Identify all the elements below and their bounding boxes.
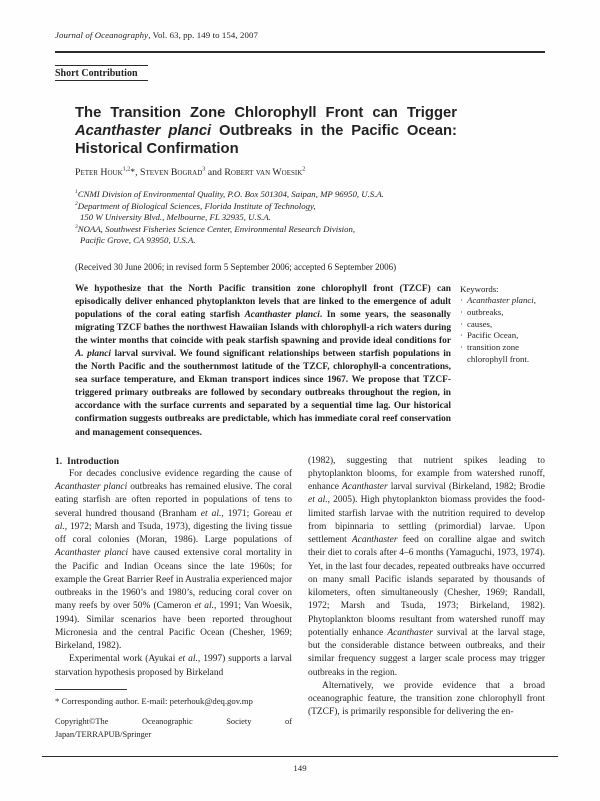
- keyword-text: outbreaks,: [467, 306, 504, 317]
- column-right: [308, 455, 545, 742]
- affiliation-line: Pacific Grove, CA 93950, U.S.A.: [80, 235, 196, 245]
- bullet-icon: ·: [460, 306, 463, 317]
- keyword-text: Acanthaster planci,: [467, 295, 536, 306]
- keyword-item: [460, 319, 545, 331]
- abstract-text: We hypothesize that the North Pacific transition zone chlorophyll front (TZCF) can episodically deliver enhanced phytoplankton levels that are linked to the emergence of adult populations of the coral eating starfish Acanthaster planci. In some years, the seasonally migrating TZCF bathes the northwest Hawaiian Islands with chlorophyll-a rich waters during the winter months that coincide with peak starfish spawning and provide ideal conditions for A. planci larval survival. We found significant relationships between starfish populations in the North Pacific and the southernmost latitude of the TZCF, chlorophyll-a concentrations, sea surface temperature, and Ekman transport indices since 1967. We propose that TZCF-triggered primary outbreaks are followed by secondary outbreaks throughout the region, in accordance with the surface currents and separated by a sequential time lag. Our historical confirmation suggests outbreaks are predictable, which has immediate coral reef conservation and management consequences.: [75, 283, 451, 438]
- keywords-panel: [460, 283, 545, 440]
- footnote: [55, 689, 292, 742]
- title-line: Acanthaster planci Outbreaks in the Pacific Ocean:: [75, 123, 457, 139]
- page-number: 149: [293, 763, 307, 773]
- keywords-label: Keywords:: [460, 283, 499, 294]
- bullet-icon: ·: [460, 342, 463, 353]
- affiliation-line: 150 W University Blvd., Melbourne, FL 32935, U.S.A.: [80, 212, 271, 222]
- bullet-icon: ·: [460, 295, 463, 306]
- paragraph: Alternatively, we provide evidence that a broad oceanographic feature, the transition zone chlorophyll front (TZCF), is primarily responsible for delivering the en-: [308, 680, 545, 718]
- keyword-text: transition zone chlorophyll front.: [467, 342, 530, 364]
- keyword-text: Pacific Ocean,: [467, 330, 519, 341]
- affiliation-line: $^2$Department of Biological Sciences, Florida Institute of Technology,: [75, 200, 316, 211]
- column-left: [55, 455, 292, 742]
- bullet-icon: ·: [460, 330, 463, 341]
- keyword-text: causes,: [467, 318, 493, 329]
- keyword-item: [460, 342, 545, 365]
- paragraph: Experimental work (Ayukai et al., 1997) supports a larval starvation hypothesis proposed by Birkeland: [55, 654, 292, 678]
- title-line: Historical Confirmation: [75, 141, 239, 157]
- section-heading: 1. Introduction: [55, 455, 120, 467]
- keyword-item: [460, 330, 545, 342]
- affiliations: [75, 189, 545, 247]
- received-line: (Received 30 June 2006; in revised form 5 September 2006; accepted 6 September 2006): [75, 261, 397, 272]
- abstract-section: [75, 283, 545, 440]
- keyword-item: [460, 295, 545, 307]
- title-line: The Transition Zone Chlorophyll Front can Trigger: [75, 105, 457, 121]
- journal-header: Journal of Oceanography, Vol. 63, pp. 149 to 154, 2007: [55, 30, 259, 40]
- affiliation-line: $^1$CNMI Division of Environmental Quality, P.O. Box 501304, Saipan, MP 96950, U.S.A.: [75, 189, 384, 199]
- footer-rule: [42, 756, 558, 757]
- section-label: Short Contribution: [55, 65, 148, 81]
- corresponding-author-note: * Corresponding author. E-mail: peterhouk@deq.gov.mp: [55, 695, 253, 706]
- keyword-item: [460, 307, 545, 319]
- body-columns: [55, 455, 545, 742]
- article-title: [75, 104, 457, 158]
- footnote-rule: [55, 689, 127, 690]
- paragraph: For decades conclusive evidence regarding the cause of Acanthaster planci outbreaks has remained elusive. The coral eating starfish are often reported in populations of tens to several hundred thousand (Branham et al., 1971; Goreau et al., 1972; Marsh and Tsuda, 1973), digesting the living tissue off coral colonies (Moran, 1986). Large populations of Acanthaster planci have caused extensive coral mortality in the Pacific and Indian Oceans since the late 1960s; for example the Great Barrier Reef in Australia experienced major outbreaks in the 1960’s and 1980’s, reducing coral cover on many reefs by over 50% (Cameron et al., 1991; Van Woesik, 1994). Similar scenarios have been reported throughout Micronesia and the central Pacific Ocean (Chesher, 1969; Birkeland, 1982).: [55, 468, 293, 652]
- paragraph: (1982), suggesting that nutrient spikes leading to phytoplankton blooms, for example from watershed runoff, enhance Acanthaster larval survival (Birkeland, 1982; Brodie et al., 2005). High phytoplankton biomass provides the food-limited starfish larvae with the nutrition required to develop from bipinnaria to settling (primordial) larvae. Upon settlement Acanthaster feed on coralline algae and switch their diet to corals after 4–6 months (Yamaguchi, 1973, 1974). Yet, in the last four decades, repeated outbreaks have occurred on many small Pacific islands separated by thousands of kilometers, often simultaneously (Chesher, 1969; Randall, 1972; Marsh and Tsuda, 1973; Birkeland, 1982). Phytoplankton blooms resultant from watershed runoff may potentially enhance Acanthaster survival at the larval stage, but the considerable distance between outbreaks, and their similar frequency suggest a larger scale process may trigger outbreaks in the region.: [308, 455, 546, 678]
- copyright-line: Copyright©The Oceanographic Society of Japan/TERRAPUB/Springer: [55, 717, 292, 740]
- bullet-icon: ·: [460, 318, 463, 329]
- authors-line: Peter Houk$^{1,2}$*, Steven Bograd$^3$ and Robert van Woesik$^2$: [75, 166, 306, 178]
- affiliation-line: $^3$NOAA, Southwest Fisheries Science Center, Environmental Research Division,: [75, 223, 356, 234]
